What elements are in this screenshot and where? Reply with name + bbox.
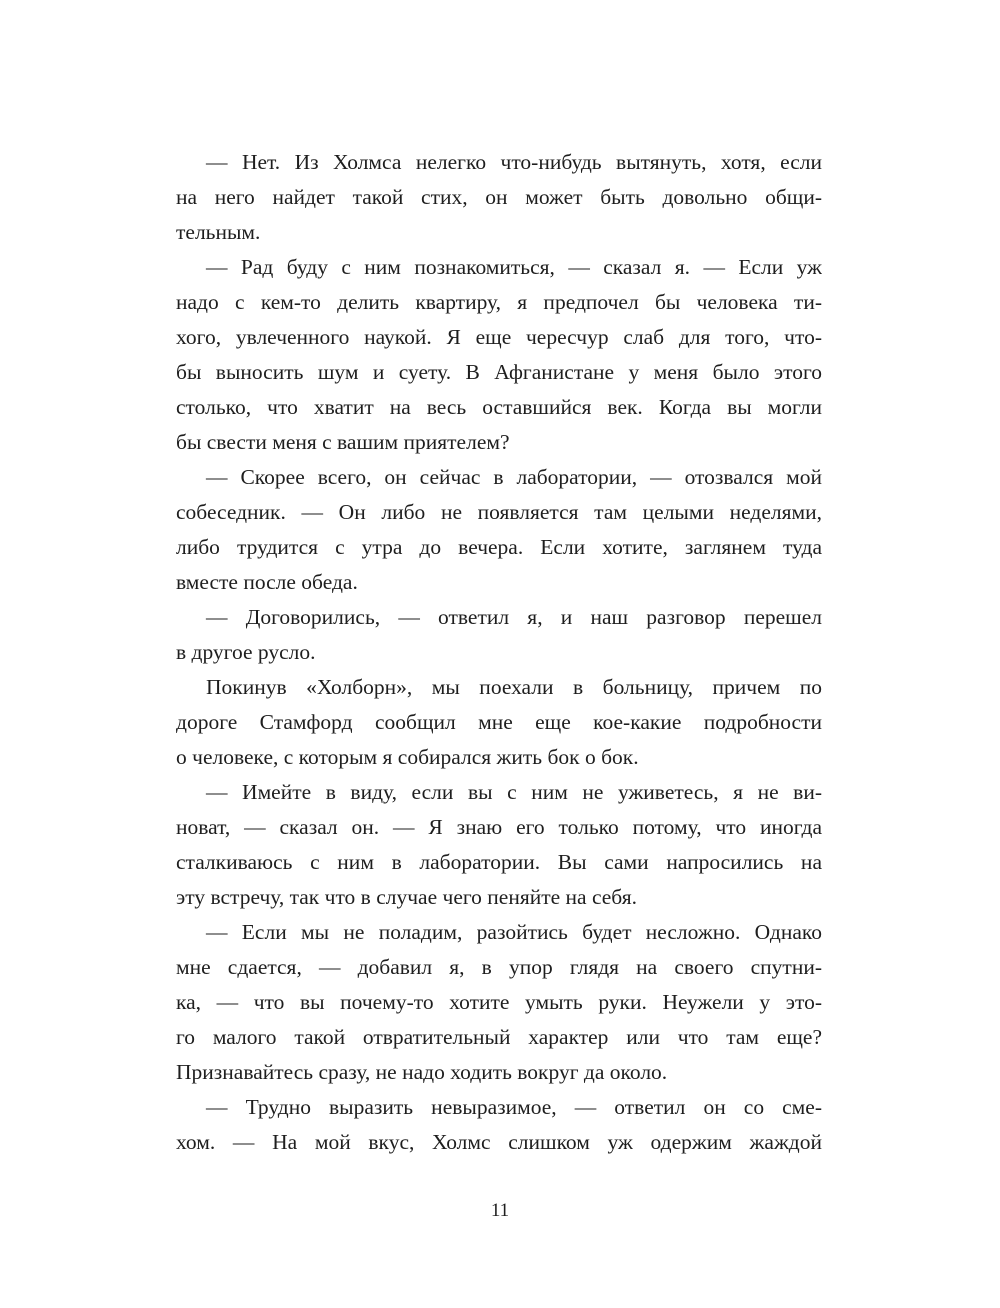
text-line: надо с кем-то делить квартиру, я предпочел бы человека ти-: [176, 290, 822, 314]
paragraph: [176, 1090, 822, 1160]
text-line: — Нет. Из Холмса нелегко что-нибудь вытянуть, хотя, если: [206, 150, 822, 174]
text-line: эту встречу, так что в случае чего пеняйте на себя.: [176, 885, 637, 909]
text-line: — Трудно выразить невыразимое, — ответил он со сме-: [206, 1095, 822, 1119]
text-line: — Рад буду с ним познакомиться, — сказал я. — Если уж: [206, 255, 822, 279]
text-line: столько, что хватит на весь оставшийся век. Когда вы могли: [176, 395, 822, 419]
text-line: го малого такой отвратительный характер или что там еще?: [176, 1025, 822, 1049]
text-line: новат, — сказал он. — Я знаю его только потому, что иногда: [176, 815, 822, 839]
text-line: Признавайтесь сразу, не надо ходить вокруг да около.: [176, 1060, 668, 1084]
page-body-text: [176, 145, 822, 1160]
text-line: бы выносить шум и суету. В Афганистане у меня было этого: [176, 360, 822, 384]
paragraph: [176, 460, 822, 600]
text-line: на него найдет такой стих, он может быть довольно общи-: [176, 185, 822, 209]
paragraph: [176, 670, 822, 775]
text-line: — Договорились, — ответил я, и наш разговор перешел: [206, 605, 822, 629]
text-line: тельным.: [176, 220, 261, 244]
text-line: сталкиваюсь с ним в лаборатории. Вы сами напросились на: [176, 850, 822, 874]
text-line: дороге Стамфорд сообщил мне еще кое-какие подробности: [176, 710, 822, 734]
text-line: либо трудится с утра до вечера. Если хотите, заглянем туда: [176, 535, 822, 559]
text-line: в другое русло.: [176, 640, 316, 664]
paragraph: [176, 775, 822, 915]
paragraph: [176, 600, 822, 670]
text-line: — Скорее всего, он сейчас в лаборатории, — отозвался мой: [206, 465, 822, 489]
text-line: ка, — что вы почему-то хотите умыть руки. Неужели у это-: [176, 990, 822, 1014]
text-line: — Имейте в виду, если вы с ним не уживетесь, я не ви-: [206, 780, 822, 804]
text-line: бы свести меня с вашим приятелем?: [176, 430, 510, 454]
paragraph: [176, 145, 822, 250]
text-line: мне сдается, — добавил я, в упор глядя на своего спутни-: [176, 955, 822, 979]
text-line: вместе после обеда.: [176, 570, 358, 594]
paragraph: [176, 250, 822, 460]
text-line: хого, увлеченного наукой. Я еще чересчур слаб для того, что-: [176, 325, 822, 349]
text-line: собеседник. — Он либо не появляется там целыми неделями,: [176, 500, 822, 524]
text-line: хом. — На мой вкус, Холмс слишком уж одержим жаждой: [176, 1130, 822, 1154]
paragraph: [176, 915, 822, 1090]
text-line: о человеке, с которым я собирался жить бок о бок.: [176, 745, 639, 769]
page-number: 11: [490, 1200, 510, 1221]
text-line: — Если мы не поладим, разойтись будет несложно. Однако: [206, 920, 822, 944]
text-line: Покинув «Холборн», мы поехали в больницу, причем по: [206, 675, 822, 699]
